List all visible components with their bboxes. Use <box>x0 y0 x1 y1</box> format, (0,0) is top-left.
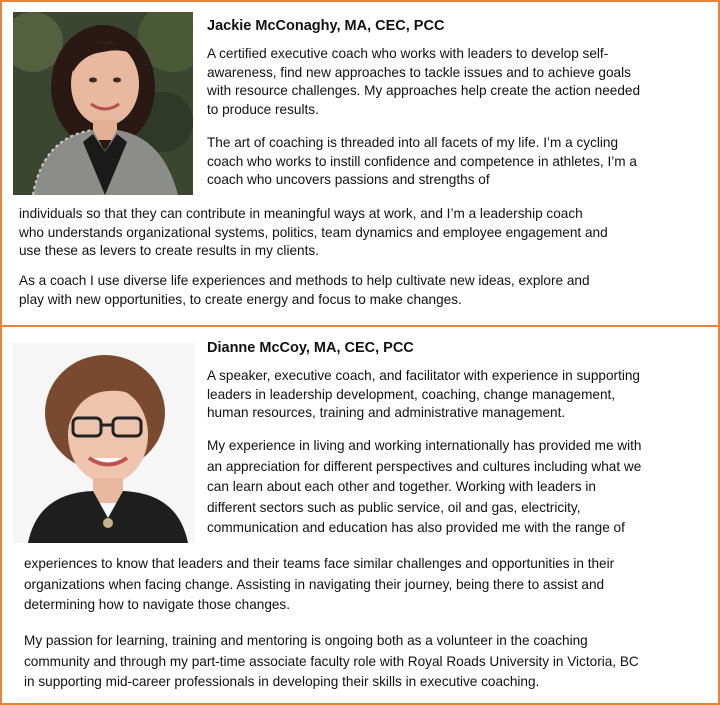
dianne-bio-paragraph-2: My experience in living and working internationally has provided me with an appreciation for different perspectives and cultures including what we can learn about each other and together. Working with leaders in different sectors such as public service, oil and gas, electricity, communication and education has also provided me with the range of <box>207 438 642 535</box>
profile-name: Jackie McConaghy, MA, CEC, PCC <box>207 18 445 34</box>
jackie-bio-paragraph-3: individuals so that they can contribute in meaningful ways at work, and I’m a leadership coach who understands organizational systems, politics, team dynamics and employee engagement and use these as levers to create results in my clients. <box>19 206 608 258</box>
dianne-portrait-photo <box>13 343 195 543</box>
section-divider <box>2 325 718 327</box>
dianne-bio-paragraph-4: My passion for learning, training and mentoring is ongoing both as a volunteer in the coaching community and through my part-time associate faculty role with Royal Roads University in Victoria, BC in supporting mid-career professionals in developing their skills in executive coaching. <box>24 633 639 689</box>
jackie-bio-paragraph-2: The art of coaching is threaded into all facets of my life. I’m a cycling coach who works to instill confidence and competence in athletes, I’m a coach who uncovers passions and strengths of <box>207 135 637 187</box>
dianne-bio-paragraph-1: A speaker, executive coach, and facilitator with experience in supporting leaders in leadership development, coaching, change management, human resources, training and administrative management. <box>207 368 640 420</box>
jackie-bio-paragraph-4: As a coach I use diverse life experiences and methods to help cultivate new ideas, explore and play with new opportunities, to create energy and focus to make changes. <box>19 273 590 307</box>
jackie-portrait-photo <box>13 12 193 195</box>
jackie-bio-paragraph-1: A certified executive coach who works with leaders to develop self- awareness, find new approaches to tackle issues and to achieve goals with resource challenges. My approaches help create the action needed to produce results. <box>207 46 641 117</box>
profile-name: Dianne McCoy, MA, CEC, PCC <box>207 340 414 356</box>
dianne-bio-paragraph-3: experiences to know that leaders and their teams face similar challenges and opportunities in their organizations when facing change. Assisting in navigating their journey, being there to assist and determining how to navigate those changes. <box>24 556 615 612</box>
